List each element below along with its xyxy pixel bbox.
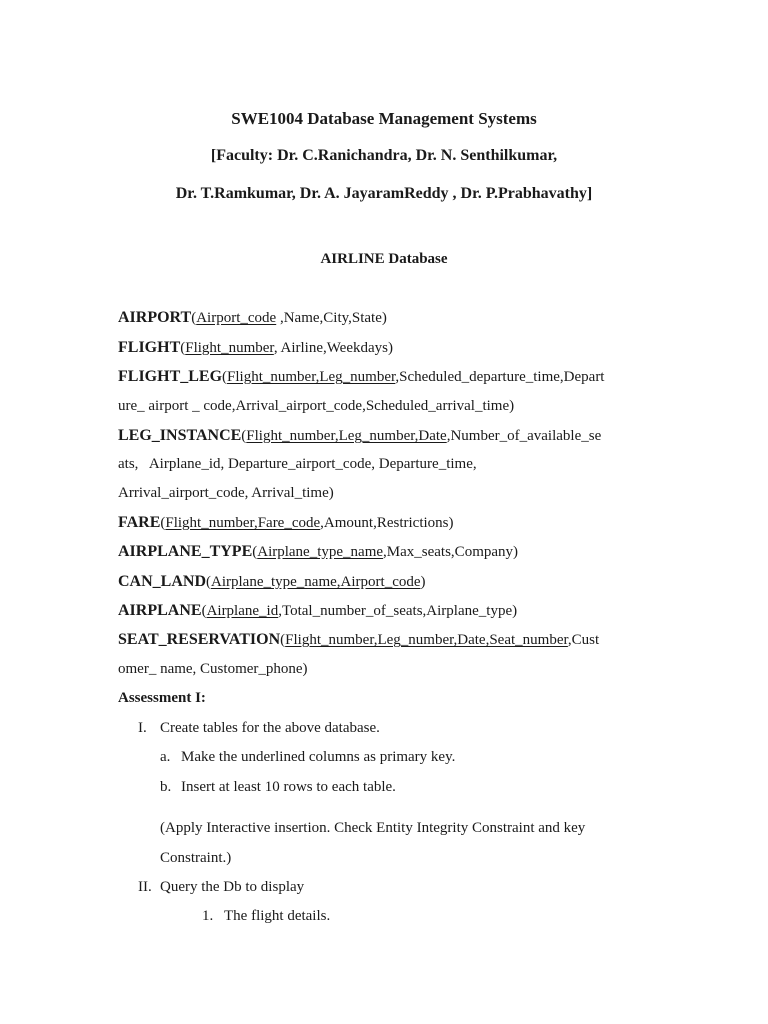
assessment-item-1a xyxy=(160,749,455,766)
primary-key: Flight_number,Leg_number xyxy=(227,369,396,385)
list-item-text: Query the Db to display xyxy=(160,879,305,895)
schema-fare: FARE(Flight_number,Fare_code,Amount,Restrictions) xyxy=(118,514,454,531)
primary-key: Airplane_type_name xyxy=(257,544,384,560)
primary-key: Flight_number xyxy=(185,340,274,356)
relation-name: FARE xyxy=(118,514,161,531)
primary-key: Flight_number,Fare_code xyxy=(165,515,321,531)
faculty-line-1: [Faculty: Dr. C.Ranichandra, Dr. N. Senthilkumar, xyxy=(210,147,558,164)
assessment-note-line-2: Constraint.) xyxy=(160,850,232,866)
relation-name: AIRPLANE xyxy=(118,602,202,619)
schema-leg-instance: LEG_INSTANCE(Flight_number,Leg_number,Date,Number_of_available_se xyxy=(118,427,602,444)
schema-flight-leg-cont: ure_ airport _ code,Arrival_airport_code,Scheduled_arrival_time) xyxy=(118,398,515,414)
list-marker: a. xyxy=(160,749,171,765)
assessment-note-line-1: (Apply Interactive insertion. Check Entity Integrity Constraint and key xyxy=(160,820,586,836)
relation-name: AIRPLANE_TYPE xyxy=(118,543,253,560)
schema-airport: AIRPORT(Airport_code ,Name,City,State) xyxy=(118,309,387,326)
schema-flight: FLIGHT(Flight_number, Airline,Weekdays) xyxy=(118,339,393,356)
schema-airplane-type: AIRPLANE_TYPE(Airplane_type_name,Max_seats,Company) xyxy=(118,543,519,560)
assessment-item-1b xyxy=(160,779,396,796)
schema-seat-reservation-cont: omer_ name, Customer_phone) xyxy=(118,661,308,677)
list-item-text: The flight details. xyxy=(224,908,331,924)
schema-seat-reservation: SEAT_RESERVATION(Flight_number,Leg_number,Date,Seat_number,Cust xyxy=(118,631,600,648)
assessment-item-2-1 xyxy=(202,908,330,925)
relation-name: CAN_LAND xyxy=(118,573,206,590)
assessment-item-2 xyxy=(138,879,304,896)
list-marker: b. xyxy=(160,779,172,795)
schema-airplane: AIRPLANE(Airplane_id,Total_number_of_seats,Airplane_type) xyxy=(118,602,518,619)
primary-key: Airport_code xyxy=(196,310,277,326)
schema-flight-leg: FLIGHT_LEG(Flight_number,Leg_number,Scheduled_departure_time,Depart xyxy=(118,368,605,385)
list-item-text: Create tables for the above database. xyxy=(160,720,380,736)
relation-name: FLIGHT xyxy=(118,339,181,356)
relation-name: AIRPORT xyxy=(118,309,192,326)
list-item-text: Insert at least 10 rows to each table. xyxy=(181,779,396,795)
schema-leg-instance-cont-1: ats, Airplane_id, Departure_airport_code, Departure_time, xyxy=(118,456,477,472)
relation-name: LEG_INSTANCE xyxy=(118,427,242,444)
document-title: SWE1004 Database Management Systems xyxy=(231,109,537,128)
schema-can-land: CAN_LAND(Airplane_type_name,Airport_code) xyxy=(118,573,426,590)
list-marker: II. xyxy=(138,879,152,895)
assessment-item-1 xyxy=(138,720,380,737)
list-marker: I. xyxy=(138,720,147,736)
primary-key: Flight_number,Leg_number,Date xyxy=(246,428,447,444)
assessment-heading: Assessment I: xyxy=(118,690,206,706)
primary-key: Airplane_type_name,Airport_code xyxy=(211,574,421,590)
primary-key: Flight_number,Leg_number,Date,Seat_number xyxy=(285,632,568,648)
list-item-text: Make the underlined columns as primary key. xyxy=(181,749,456,765)
section-title: AIRLINE Database xyxy=(320,251,448,267)
relation-name: FLIGHT_LEG xyxy=(118,368,223,385)
primary-key: Airplane_id xyxy=(206,603,279,619)
list-marker: 1. xyxy=(202,908,214,924)
faculty-line-2: Dr. T.Ramkumar, Dr. A. JayaramReddy , Dr. P.Prabhavathy] xyxy=(175,185,593,202)
relation-name: SEAT_RESERVATION xyxy=(118,631,281,648)
schema-leg-instance-cont-2: Arrival_airport_code, Arrival_time) xyxy=(118,485,334,501)
